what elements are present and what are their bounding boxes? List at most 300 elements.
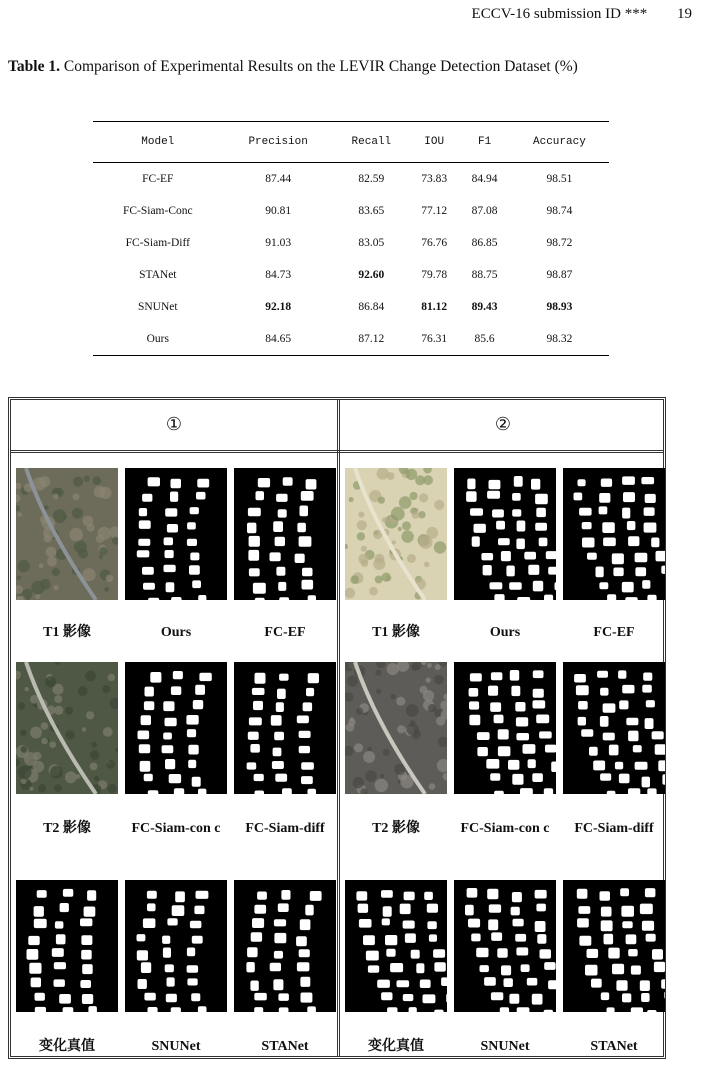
building-mask: [278, 582, 286, 591]
building-mask: [276, 494, 288, 502]
building-mask: [29, 963, 41, 974]
building-mask: [656, 551, 666, 562]
building-mask: [143, 583, 155, 590]
building-mask: [628, 731, 638, 742]
building-mask: [56, 934, 66, 944]
building-mask: [498, 729, 509, 739]
building-mask: [150, 672, 161, 683]
table-cell: 84.65: [223, 323, 334, 356]
building-mask: [385, 935, 397, 945]
satellite-image: [345, 468, 447, 600]
building-mask: [467, 888, 478, 898]
building-mask: [536, 715, 549, 724]
building-mask: [247, 523, 256, 534]
building-mask: [633, 745, 642, 752]
building-mask: [166, 994, 177, 1003]
figure-cell-label: 变化真值: [368, 1039, 424, 1054]
building-mask: [54, 962, 66, 969]
building-mask: [165, 550, 174, 558]
building-mask: [470, 673, 482, 681]
building-mask: [533, 581, 543, 592]
building-mask: [477, 732, 490, 740]
building-mask: [297, 523, 306, 532]
building-mask: [403, 921, 415, 929]
building-mask: [35, 993, 45, 1001]
building-mask: [513, 919, 524, 927]
building-mask: [628, 788, 640, 794]
figure-cell-label: FC-Siam-con c: [131, 821, 221, 836]
building-mask: [172, 905, 185, 916]
table-cell: 88.75: [471, 269, 498, 281]
building-mask: [174, 788, 184, 794]
building-mask: [427, 921, 436, 929]
building-mask: [631, 1007, 643, 1012]
building-mask: [27, 949, 39, 960]
building-mask: [190, 921, 202, 928]
building-mask: [642, 921, 654, 931]
table-cell: 81.12: [421, 301, 448, 313]
building-mask: [138, 979, 147, 989]
building-mask: [80, 980, 91, 988]
building-mask: [578, 717, 586, 726]
building-mask: [148, 790, 159, 794]
building-mask: [578, 701, 588, 710]
building-mask: [539, 538, 548, 547]
building-mask: [273, 521, 283, 532]
figure-cell: [563, 880, 667, 1012]
building-mask: [597, 671, 608, 678]
building-mask: [271, 715, 282, 726]
building-mask: [189, 565, 200, 575]
building-mask: [192, 777, 201, 787]
change-mask-image: [563, 662, 665, 794]
building-mask: [600, 688, 608, 696]
building-mask: [512, 509, 521, 516]
building-mask: [366, 951, 379, 961]
building-mask: [536, 904, 546, 912]
building-mask: [308, 673, 319, 683]
building-mask: [515, 702, 525, 712]
building-mask: [516, 733, 529, 740]
building-mask: [137, 550, 150, 557]
building-mask: [623, 492, 635, 502]
building-mask: [512, 892, 522, 902]
building-mask: [635, 762, 648, 770]
building-mask: [308, 595, 316, 600]
building-mask: [275, 774, 287, 782]
building-mask: [528, 565, 539, 575]
building-mask: [249, 717, 262, 725]
change-mask-image: [16, 880, 118, 1012]
building-mask: [377, 980, 390, 988]
figure-cell-label: SNUNet: [151, 1039, 201, 1054]
building-mask: [652, 949, 663, 960]
building-mask: [544, 595, 553, 600]
building-mask: [484, 977, 496, 986]
building-mask: [416, 963, 424, 973]
building-mask: [603, 703, 616, 712]
building-mask: [404, 892, 415, 901]
building-mask: [602, 522, 615, 533]
building-mask: [273, 979, 283, 990]
figure-cell: [345, 468, 449, 600]
building-mask: [591, 979, 602, 988]
building-mask: [139, 508, 147, 516]
building-mask: [299, 731, 311, 738]
building-mask: [190, 553, 199, 561]
building-mask: [276, 567, 285, 576]
building-mask: [148, 1007, 158, 1012]
building-mask: [147, 903, 156, 911]
building-mask: [521, 964, 530, 972]
building-mask: [198, 789, 206, 794]
building-mask: [253, 583, 266, 594]
building-mask: [512, 774, 523, 785]
building-mask: [516, 717, 528, 726]
figure-cell-label: STANet: [261, 1039, 309, 1054]
table-cell: 92.18: [265, 301, 292, 313]
building-mask: [148, 477, 160, 486]
building-mask: [34, 919, 47, 928]
building-mask: [589, 747, 598, 756]
table-caption-label: Table 1.: [8, 58, 60, 75]
building-mask: [612, 964, 624, 975]
building-mask: [661, 566, 665, 574]
building-mask: [622, 921, 632, 928]
building-mask: [625, 597, 637, 600]
building-mask: [641, 477, 654, 484]
building-mask: [585, 965, 598, 976]
building-mask: [622, 993, 631, 1002]
table-cell: Ours: [93, 323, 223, 356]
building-mask: [165, 759, 175, 769]
figure-cell-label: SNUNet: [480, 1039, 530, 1054]
table-cell: FC-Siam-Conc: [122, 205, 193, 217]
building-mask: [255, 673, 266, 684]
building-mask: [55, 921, 64, 928]
building-mask: [506, 566, 514, 577]
results-table: [93, 121, 609, 356]
building-mask: [274, 951, 283, 959]
building-mask: [193, 700, 203, 709]
building-mask: [279, 1007, 289, 1012]
building-mask: [647, 788, 656, 794]
building-mask: [254, 993, 266, 1001]
building-mask: [141, 962, 151, 973]
building-mask: [498, 538, 510, 545]
building-mask: [498, 746, 511, 756]
building-mask: [191, 993, 200, 1001]
building-mask: [270, 552, 281, 561]
building-mask: [535, 921, 546, 932]
building-mask: [593, 761, 605, 771]
building-mask: [295, 554, 305, 563]
building-mask: [249, 568, 260, 576]
table-cell: 84.94: [471, 173, 498, 185]
building-mask: [88, 1006, 97, 1012]
table-cell: 79.78: [421, 269, 448, 281]
building-mask: [165, 718, 177, 726]
table-cell: 86.84: [358, 301, 385, 313]
building-mask: [297, 962, 310, 971]
building-mask: [433, 949, 445, 957]
building-mask: [533, 689, 544, 698]
building-mask: [140, 761, 151, 772]
building-mask: [601, 920, 613, 931]
building-mask: [299, 746, 310, 753]
building-mask: [253, 701, 263, 710]
building-mask: [501, 551, 511, 561]
building-mask: [163, 733, 172, 740]
building-mask: [306, 688, 314, 696]
building-mask: [615, 762, 623, 770]
building-mask: [645, 718, 654, 729]
building-mask: [504, 978, 513, 987]
building-mask: [277, 689, 286, 699]
panel-2-label: ②: [494, 414, 512, 435]
building-mask: [429, 934, 437, 941]
table-caption-text: Comparison of Experimental Results on the LEVIR Change Detection Dataset (%): [63, 58, 578, 75]
building-mask: [427, 904, 438, 913]
change-mask-image: [563, 880, 665, 1012]
building-mask: [162, 936, 170, 944]
building-mask: [469, 715, 480, 726]
building-mask: [480, 965, 489, 972]
building-mask: [628, 949, 638, 956]
building-mask: [274, 919, 286, 926]
building-mask: [164, 537, 173, 545]
building-mask: [145, 687, 154, 697]
building-mask: [582, 522, 592, 529]
table-row: [93, 195, 609, 227]
building-mask: [647, 595, 656, 600]
building-mask: [143, 918, 156, 928]
building-mask: [423, 994, 436, 1003]
building-mask: [446, 994, 447, 1003]
change-mask-image: [234, 662, 336, 794]
building-mask: [511, 686, 520, 696]
building-mask: [607, 791, 616, 794]
table-cell: 77.12: [421, 205, 448, 217]
building-mask: [307, 1006, 316, 1012]
building-mask: [608, 948, 619, 959]
building-mask: [603, 538, 616, 547]
table-cell: 98.93: [546, 301, 573, 313]
change-mask-image: [563, 468, 665, 600]
building-mask: [197, 479, 209, 488]
building-mask: [622, 476, 635, 485]
building-mask: [487, 491, 500, 499]
figure-cell-label: STANet: [590, 1039, 638, 1054]
building-mask: [301, 993, 313, 1003]
building-mask: [282, 788, 292, 794]
building-mask: [533, 700, 546, 708]
building-mask: [147, 891, 157, 899]
building-mask: [603, 733, 615, 741]
building-mask: [194, 906, 204, 915]
building-mask: [627, 521, 636, 530]
building-mask: [162, 745, 174, 753]
figure-cell: [16, 880, 120, 1012]
building-mask: [645, 494, 656, 503]
table-row: [93, 227, 609, 259]
building-mask: [363, 935, 375, 945]
building-mask: [167, 524, 178, 533]
building-mask: [620, 888, 629, 896]
building-mask: [252, 688, 265, 695]
figure-cell: [563, 662, 667, 794]
table-header-row: [93, 122, 609, 163]
building-mask: [548, 567, 556, 575]
figure-cell: [454, 468, 558, 600]
change-mask-image: [125, 468, 227, 600]
building-mask: [545, 745, 556, 753]
change-mask-image: [345, 880, 447, 1012]
building-mask: [642, 580, 650, 589]
building-mask: [171, 479, 182, 489]
building-mask: [488, 919, 498, 930]
building-mask: [381, 890, 393, 898]
building-mask: [600, 773, 611, 780]
building-mask: [276, 702, 284, 712]
building-mask: [424, 892, 433, 900]
table-cell: 85.6: [459, 323, 509, 356]
building-mask: [535, 890, 547, 899]
building-mask: [198, 595, 206, 600]
building-mask: [59, 994, 71, 1004]
building-mask: [469, 701, 479, 709]
table-cell: 82.59: [358, 173, 385, 185]
building-mask: [190, 507, 199, 514]
building-mask: [643, 673, 652, 681]
building-mask: [409, 1007, 417, 1012]
figure-cell-label: 变化真值: [39, 1039, 95, 1054]
col-recall: Recall: [334, 122, 409, 163]
building-mask: [383, 906, 392, 917]
table-caption: [8, 57, 698, 77]
building-mask: [275, 537, 285, 546]
building-mask: [137, 950, 148, 960]
building-mask: [255, 598, 265, 600]
building-mask: [196, 492, 206, 500]
building-mask: [524, 552, 536, 560]
building-mask: [537, 934, 546, 944]
building-mask: [358, 904, 369, 913]
building-mask: [279, 674, 289, 681]
building-mask: [517, 597, 530, 600]
building-mask: [144, 774, 153, 781]
building-mask: [273, 748, 282, 757]
building-mask: [619, 774, 630, 784]
building-mask: [579, 936, 591, 946]
building-mask: [577, 889, 588, 899]
building-mask: [192, 580, 201, 588]
building-mask: [387, 1007, 397, 1012]
change-mask-image: [454, 662, 556, 794]
building-mask: [187, 522, 196, 529]
building-mask: [582, 538, 595, 548]
building-mask: [441, 977, 447, 986]
building-mask: [138, 539, 150, 546]
building-mask: [619, 700, 628, 709]
building-mask: [390, 963, 403, 972]
building-mask: [494, 791, 504, 794]
change-mask-image: [454, 880, 556, 1012]
building-mask: [171, 597, 182, 600]
building-mask: [297, 716, 309, 724]
building-mask: [434, 1010, 443, 1012]
building-mask: [496, 521, 505, 530]
building-mask: [382, 918, 390, 925]
building-mask: [509, 582, 522, 590]
building-mask: [167, 918, 177, 925]
building-mask: [587, 553, 597, 560]
building-mask: [272, 761, 284, 769]
building-mask: [492, 509, 504, 517]
building-mask: [420, 980, 431, 989]
building-mask: [472, 536, 480, 546]
figure-cell-label: FC-EF: [593, 625, 635, 640]
building-mask: [63, 1007, 74, 1012]
running-head: [472, 6, 692, 23]
building-mask: [397, 980, 410, 987]
panel-1-label: ①: [165, 414, 183, 435]
building-mask: [491, 932, 502, 941]
building-mask: [486, 759, 499, 769]
building-mask: [509, 994, 519, 1004]
building-mask: [477, 747, 488, 756]
building-mask: [645, 888, 656, 897]
building-mask: [474, 524, 486, 533]
building-mask: [82, 964, 93, 974]
table-cell: 76.31: [409, 323, 459, 356]
building-mask: [310, 891, 322, 901]
building-mask: [142, 567, 154, 575]
building-mask: [31, 978, 41, 988]
building-mask: [654, 962, 665, 972]
building-mask: [539, 731, 552, 738]
building-mask: [308, 789, 317, 794]
building-mask: [528, 759, 536, 768]
building-mask: [644, 507, 655, 516]
building-mask: [175, 891, 185, 902]
building-mask: [250, 744, 260, 753]
building-mask: [195, 685, 205, 695]
figure-cell: [234, 662, 338, 794]
building-mask: [516, 947, 528, 955]
building-mask: [626, 718, 638, 726]
building-mask: [612, 553, 624, 564]
building-mask: [652, 731, 664, 739]
building-mask: [252, 918, 264, 928]
table-row: [93, 291, 609, 323]
table-row: [93, 323, 609, 356]
building-mask: [642, 777, 650, 788]
building-mask: [299, 949, 310, 957]
building-mask: [35, 1007, 46, 1012]
figure-cell-label: Ours: [489, 625, 521, 640]
figure-cell: [563, 468, 667, 600]
building-mask: [607, 594, 616, 600]
building-mask: [82, 994, 93, 1004]
col-f1: F1: [459, 122, 509, 163]
building-mask: [626, 934, 637, 944]
building-mask: [356, 891, 367, 900]
building-mask: [574, 493, 583, 501]
building-mask: [171, 686, 181, 695]
building-mask: [512, 493, 521, 501]
building-mask: [577, 918, 589, 927]
